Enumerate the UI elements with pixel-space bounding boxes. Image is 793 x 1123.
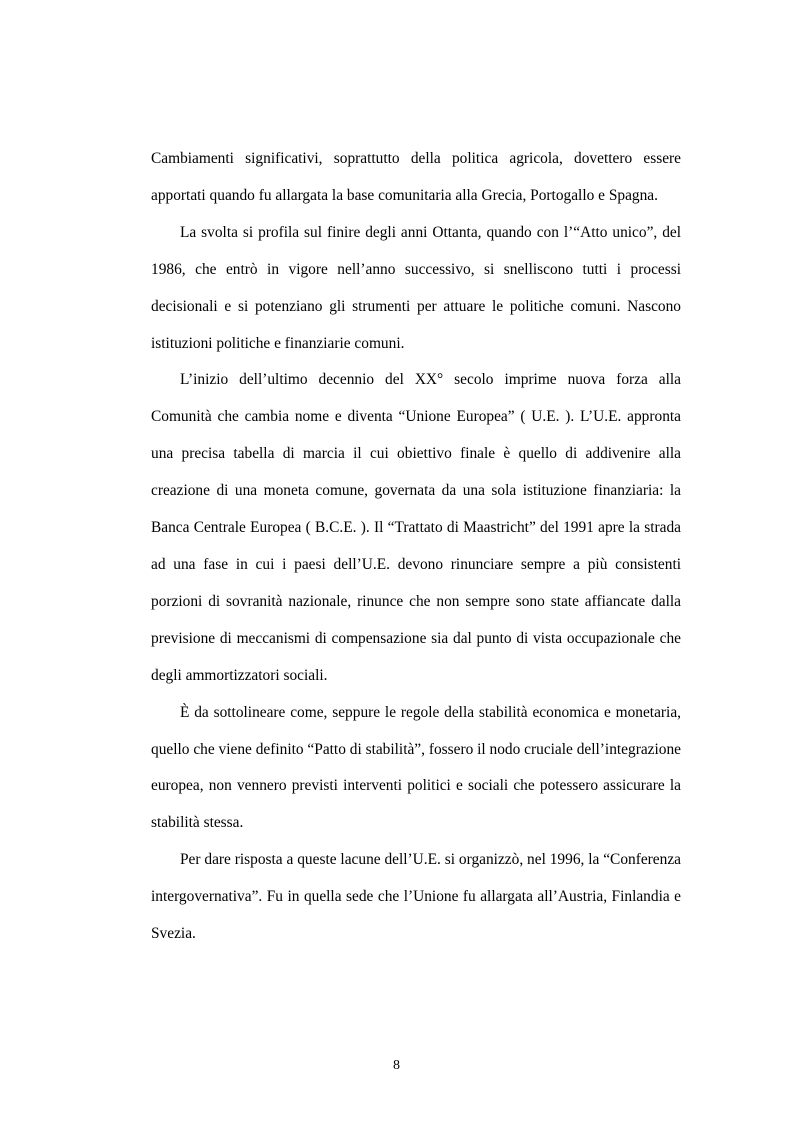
- body-text: [151, 141, 681, 953]
- page-number: 8: [393, 1058, 400, 1073]
- paragraph-5: Per dare risposta a queste lacune dell’U.E. si organizzò, nel 1996, la “Conferenza intergovernativa”. Fu in quella sede che l’Unione fu allargata all’Austria, Finlandia e Svezia.: [151, 851, 681, 943]
- paragraph-1: Cambiamenti significativi, soprattutto della politica agricola, dovettero essere apportati quando fu allargata la base comunitaria alla Grecia, Portogallo e Spagna.: [151, 150, 681, 204]
- paragraph-4: È da sottolineare come, seppure le regole della stabilità economica e monetaria, quello che viene definito “Patto di stabilità”, fossero il nodo cruciale dell’integrazione europea, non vennero previsti interventi politici e sociali che potessero assicurare la stabilità stessa.: [151, 703, 681, 832]
- paragraph-2: La svolta si profila sul finire degli anni Ottanta, quando con l’“Atto unico”, del 1986, che entrò in vigore nell’anno successivo, si snelliscono tutti i processi decisionali e si potenziano gli strumenti per attuare le politiche comuni. Nascono istituzioni politiche e finanziarie comuni.: [151, 223, 681, 352]
- paragraph-3: L’inizio dell’ultimo decennio del XX° secolo imprime nuova forza alla Comunità che cambia nome e diventa “Unione Europea” ( U.E. ). L’U.E. appronta una precisa tabella di marcia il cui obiettivo finale è quello di addivenire alla creazione di una moneta comune, governata da una sola istituzione finanziaria: la Banca Centrale Europea ( B.C.E. ). Il “Trattato di Maastricht” del 1991 apre la strada ad una fase in cui i paesi dell’U.E. devono rinunciare sempre a più consistenti porzioni di sovranità nazionale, rinunce che non sempre sono state affiancate dalla previsione di meccanismi di compensazione sia dal punto di vista occupazionale che degli ammortizzatori sociali.: [151, 371, 681, 684]
